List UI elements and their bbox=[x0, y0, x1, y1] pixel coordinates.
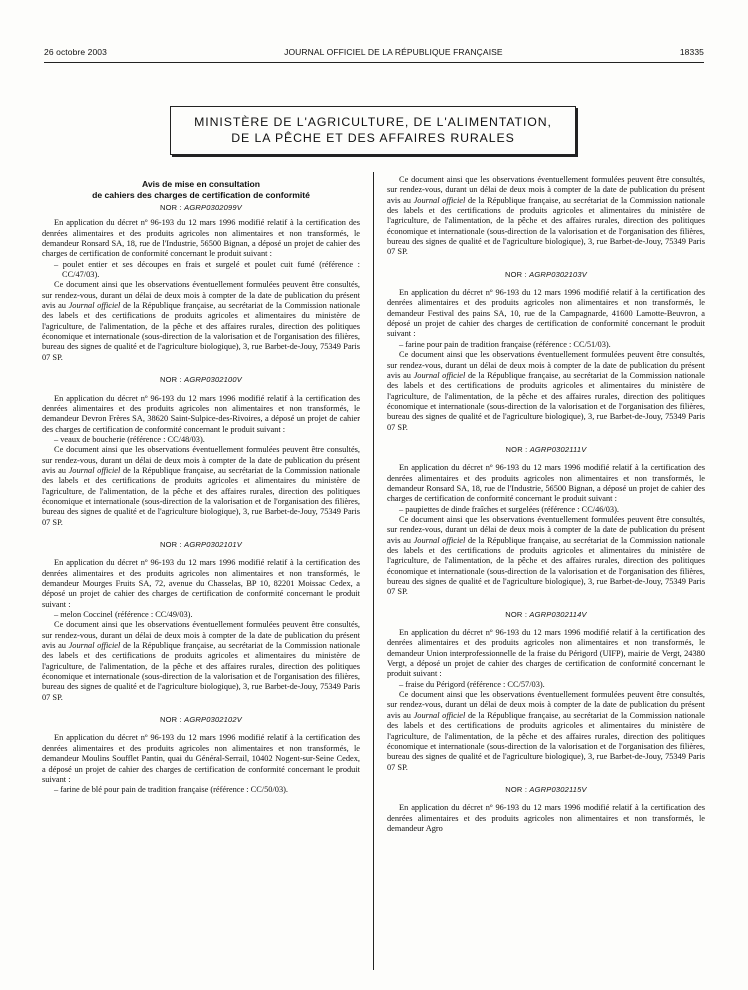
consultation-paragraph bbox=[387, 350, 705, 433]
product-item: – farine pour pain de tradition française (référence : CC/51/03). bbox=[399, 339, 611, 349]
nor-reference bbox=[42, 540, 360, 550]
notice-intro: En application du décret nº 96-193 du 12 mars 1996 modifié relatif à la certification des denrées alimentaires et des produits agricoles non alimentaires et non transformés, le demandeur Agro bbox=[387, 803, 705, 833]
nor-code: AGRP0302101V bbox=[184, 539, 242, 549]
journal-officiel-ref: Journal officiel bbox=[413, 710, 466, 720]
consultation-text-post: de la République française, au secrétariat de la Commission nationale des labels et des certifications de produits agricoles et alimentaires du ministère de l'agriculture, de l'alimentation, de la pêche et des affaires rurales, direction des politiques économique et internationale (sous-direction de la valorisation et de l'organisation des filières, bureau des signes de qualité et de l'agriculture biologique), 3, rue Barbet-de-Jouy, 75349 Paris 07 SP. bbox=[387, 195, 705, 257]
nor-code: AGRP0302111V bbox=[529, 444, 587, 454]
consultation-paragraph bbox=[387, 690, 705, 773]
nor-label: NOR : bbox=[505, 444, 528, 454]
product-item: – melon Coccinel (référence : CC/49/03). bbox=[54, 610, 193, 620]
consultation-text-post: de la République française, au secrétariat de la Commission nationale des labels et des certifications de produits agricoles et alimentaires du ministère de l'agriculture, de l'alimentation, de la pêche et des affaires rurales, direction des politiques économique et internationale (sous-direction de la valorisation et de l'organisation des filières, bureau des signes de qualité et de l'agriculture biologique), 3, rue Barbet-de-Jouy, 75349 Paris 07 SP. bbox=[387, 535, 705, 597]
notice-intro: En application du décret nº 96-193 du 12 mars 1996 modifié relatif à la certification des denrées alimentaires et des produits agricoles non alimentaires et non transformés, le demandeur Union interprofessionnelle de la fraise du Périgord (UIFP), mairie de Vergt, 24380 Vergt, a déposé un projet de cahier des charges de certification de conformité concernant le produit suivant : bbox=[387, 628, 705, 679]
journal-officiel-ref: Journal officiel bbox=[68, 465, 121, 475]
consultation-text-pre: Ce document ainsi que les observations éventuellement formulées peuvent être consultés, sur rendez-vous, durant un délai de deux mois à compter de la date de publication du présent avis au bbox=[387, 175, 705, 205]
ministry-title-line-1: MINISTÈRE DE L'AGRICULTURE, DE L'ALIMENTATION, bbox=[194, 115, 552, 129]
notice bbox=[387, 445, 705, 598]
nor-reference bbox=[387, 445, 705, 455]
nor-label: NOR : bbox=[160, 375, 182, 385]
notice-intro: En application du décret nº 96-193 du 12 mars 1996 modifié relatif à la certification des denrées alimentaires et des produits agricoles non alimentaires et non transformés, le demandeur Moulins Soufflet Pantin, quai du Général-Serrail, 10402 Nogent-sur-Seine Cedex, a déposé un projet de cahier des charges de certification de conformité concernant le produit suivant : bbox=[42, 733, 360, 784]
nor-label: NOR : bbox=[505, 784, 528, 794]
consultation-paragraph bbox=[387, 175, 705, 258]
notice-intro: En application du décret nº 96-193 du 12 mars 1996 modifié relatif à la certification des denrées alimentaires et des produits agricoles non alimentaires et non transformés, le demandeur Devron Frères SA, 38620 Saint-Sulpice-des-Rivoires, a déposé un projet de cahier des charges de certification de conformité concernant le produit suivant : bbox=[42, 393, 360, 434]
product-item: – veaux de boucherie (référence : CC/48/03). bbox=[54, 434, 205, 444]
nor-label: NOR : bbox=[160, 539, 182, 549]
product-item: – farine de blé pour pain de tradition française (référence : CC/50/03). bbox=[54, 785, 288, 795]
notice bbox=[42, 715, 360, 795]
product-item: – poulet entier et ses découpes en frais et surgelé et poulet cuit fumé (référence : CC/47/03). bbox=[54, 259, 360, 280]
journal-officiel-ref: Journal officiel bbox=[413, 370, 466, 380]
nor-code: AGRP0302115V bbox=[529, 784, 587, 794]
consultation-paragraph bbox=[42, 445, 360, 528]
consultation-paragraph bbox=[387, 515, 705, 598]
consultation-text-pre: Ce document ainsi que les observations éventuellement formulées peuvent être consultés, sur rendez-vous, durant un délai de deux mois à compter de la date de publication du présent avis au bbox=[387, 350, 705, 380]
notice bbox=[42, 203, 360, 363]
page-number: 18335 bbox=[679, 47, 704, 57]
avis-heading bbox=[42, 179, 360, 200]
consultation-text-pre: Ce document ainsi que les observations éventuellement formulées peuvent être consultés, sur rendez-vous, durant un délai de deux mois à compter de la date de publication du présent avis au bbox=[387, 690, 705, 720]
header-rule bbox=[44, 62, 704, 63]
nor-label: NOR : bbox=[160, 203, 182, 212]
consultation-text-post: de la République française, au secrétariat de la Commission nationale des labels et des certifications de produits agricoles et alimentaires du ministère de l'agriculture, de l'alimentation, de la pêche et des affaires rurales, direction des politiques économique et internationale (sous-direction de la valorisation et de l'organisation des filières, bureau des signes de qualité et de l'agriculture biologique), 3, rue Barbet-de-Jouy, 75349 Paris 07 SP. bbox=[387, 710, 705, 772]
nor-reference bbox=[42, 375, 360, 385]
nor-reference bbox=[42, 203, 360, 213]
nor-label: NOR : bbox=[505, 609, 528, 619]
notice-intro: En application du décret nº 96-193 du 12 mars 1996 modifié relatif à la certification des denrées alimentaires et des produits agricoles non alimentaires et non transformés, le demandeur Ronsard SA, 18, rue de l'Industrie, 56500 Bignan, a déposé un projet de cahier des charges de certification de conformité concernant le produit suivant : bbox=[42, 218, 360, 259]
notice-intro: En application du décret nº 96-193 du 12 mars 1996 modifié relatif à la certification des denrées alimentaires et des produits agricoles non alimentaires et non transformés, le demandeur Festival des pains SA, 10, rue de la Campagnarde, 41600 Lamotte-Beuvron, a déposé un projet de cahier des charges de certification de conformité concernant le produit suivant : bbox=[387, 288, 705, 339]
nor-reference bbox=[387, 270, 705, 280]
journal-officiel-ref: Journal officiel bbox=[413, 195, 466, 205]
avis-heading-line-1: Avis de mise en consultation bbox=[141, 179, 261, 189]
right-column bbox=[387, 175, 705, 975]
notice bbox=[387, 610, 705, 773]
notice-intro: En application du décret nº 96-193 du 12 mars 1996 modifié relatif à la certification des denrées alimentaires et des produits agricoles non alimentaires et non transformés, le demandeur Ronsard SA, 18, rue de l'Industrie, 56500 Bignan, a déposé un projet de cahier des charges de certification de conformité concernant le produit suivant : bbox=[387, 463, 705, 504]
avis-heading-line-2: de cahiers des charges de certification de conformité bbox=[92, 189, 310, 200]
nor-code: AGRP0302099V bbox=[184, 203, 242, 212]
consultation-text-pre: Ce document ainsi que les observations éventuellement formulées peuvent être consultés, sur rendez-vous, durant un délai de deux mois à compter de la date de publication du présent avis au bbox=[387, 514, 705, 545]
product-item: – fraise du Périgord (référence : CC/57/03). bbox=[399, 679, 545, 689]
notice-intro: En application du décret nº 96-193 du 12 mars 1996 modifié relatif à la certification des denrées alimentaires et des produits agricoles non alimentaires et non transformés, le demandeur Mourges Fruits SA, 72, avenue du Chasselas, BP 10, 82201 Moissac Cedex, a déposé un projet de cahier des charges de certification de conformité concernant le produit suivant : bbox=[42, 558, 360, 609]
consultation-paragraph bbox=[42, 280, 360, 363]
nor-reference bbox=[387, 610, 705, 620]
consultation-text-post: de la République française, au secrétariat de la Commission nationale des labels et des certifications de produits agricoles et alimentaires du ministère de l'agriculture, de l'alimentation, de la pêche et des affaires rurales, direction des politiques économique et internationale (sous-direction de la valorisation et de l'organisation des filières, bureau des signes de qualité et de l'agriculture biologique), 3, rue Barbet-de-Jouy, 75349 Paris 07 SP. bbox=[387, 370, 705, 432]
consultation-text-pre: Ce document ainsi que les observations éventuellement formulées peuvent être consultés, sur rendez-vous, durant un délai de deux mois à compter de la date de publication du présent avis au bbox=[42, 620, 360, 651]
consultation-text-post: de la République française, au secrétariat de la Commission nationale des labels et des certifications de produits agricoles et alimentaires du ministère de l'agriculture, de l'alimentation, de la pêche et des affaires rurales, direction des politiques économique et internationale (sous-direction de la valorisation et de l'organisation des filières, bureau des signes de qualité et de l'agriculture biologique), 3, rue Barbet-de-Jouy, 75349 Paris 07 SP. bbox=[42, 301, 360, 362]
left-column bbox=[42, 175, 360, 975]
journal-officiel-ref: Journal officiel bbox=[68, 641, 121, 651]
ministry-title-box bbox=[170, 106, 576, 155]
consultation-paragraph bbox=[42, 620, 360, 703]
consultation-text-post: de la République française, au secrétariat de la Commission nationale des labels et des certifications de produits agricoles et alimentaires du ministère de l'agriculture, de l'alimentation, de la pêche et des affaires rurales, direction des politiques économique et internationale (sous-direction de la valorisation et de l'organisation des filières, bureau des signes de qualité et de l'agriculture biologique), 3, rue Barbet-de-Jouy, 75349 Paris 07 SP. bbox=[42, 465, 360, 527]
ministry-title-line-2: DE LA PÊCHE ET DES AFFAIRES RURALES bbox=[231, 131, 515, 145]
nor-code: AGRP0302102V bbox=[184, 715, 242, 725]
product-item: – paupiettes de dinde fraîches et surgelées (référence : CC/46/03). bbox=[399, 504, 619, 514]
nor-label: NOR : bbox=[160, 715, 182, 725]
consultation-text-pre: Ce document ainsi que les observations éventuellement formulées peuvent être consultés, sur rendez-vous, durant un délai de deux mois à compter de la date de publication du présent avis au bbox=[42, 445, 360, 475]
nor-reference bbox=[42, 715, 360, 725]
column-divider bbox=[373, 172, 374, 970]
journal-officiel-ref: Journal officiel bbox=[68, 301, 121, 311]
journal-title: JOURNAL OFFICIEL DE LA RÉPUBLIQUE FRANÇAISE bbox=[284, 47, 503, 57]
page-header bbox=[44, 47, 704, 57]
issue-date: 26 octobre 2003 bbox=[44, 47, 107, 57]
nor-code: AGRP0302114V bbox=[529, 609, 587, 619]
nor-code: AGRP0302103V bbox=[529, 269, 587, 279]
consultation-text-post: de la République française, au secrétariat de la Commission nationale des labels et des certifications de produits agricoles et alimentaires du ministère de l'agriculture, de l'alimentation, de la pêche et des affaires rurales, direction des politiques économique et internationale (sous-direction de la valorisation et de l'organisation des filières, bureau des signes de qualité et de l'agriculture biologique), 3, rue Barbet-de-Jouy, 75349 Paris 07 SP. bbox=[42, 641, 360, 702]
nor-reference bbox=[387, 785, 705, 795]
consultation-text-pre: Ce document ainsi que les observations éventuellement formulées peuvent être consultés, sur rendez-vous, durant un délai de deux mois à compter de la date de publication du présent avis au bbox=[42, 280, 360, 311]
notice bbox=[42, 540, 360, 703]
nor-label: NOR : bbox=[505, 269, 527, 279]
notice bbox=[387, 270, 705, 433]
notice bbox=[387, 785, 705, 834]
nor-code: AGRP0302100V bbox=[184, 375, 242, 385]
notice bbox=[42, 375, 360, 528]
journal-officiel-ref: Journal officiel bbox=[413, 535, 466, 545]
